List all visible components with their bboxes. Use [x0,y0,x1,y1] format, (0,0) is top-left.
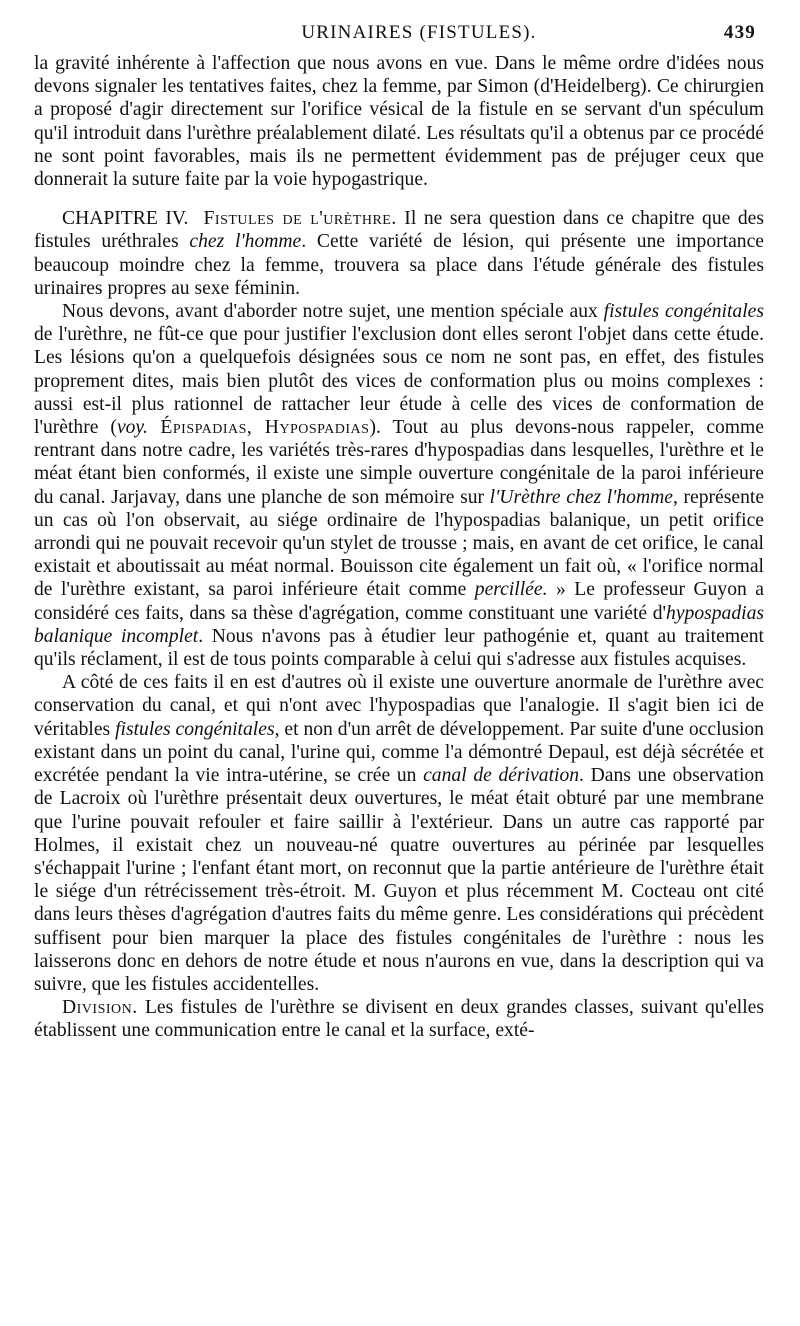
italic-run: fistules congénitales [603,301,764,323]
text-run: Il ne sera question dans ce chapitre que des fistules uréthrales [34,208,764,253]
italic-run: l'Urèthre chez l'homme [489,486,673,508]
text-run: » Le professeur Guyon a considéré ces faits, dans sa thèse d'agrégation, comme constituant une variété d' [34,579,764,624]
document-page [34,22,764,1043]
page-header [34,22,764,52]
text-run: , et non d'un arrêt de développement. Par suite d'une occlusion existant dans un point du canal, l'urine qui, comme l'a démontré Depaul, est déjà sécrétée et excrétée pendant la vie intra-utérine, se crée un [34,718,764,787]
italic-run: voy. [116,417,148,439]
italic-run: chez l'homme [189,231,302,253]
text-run: ). Tout au plus devons-nous rappeler, comme rentrant dans notre cadre, les variétés très-rares d'hypospadias dans lesquelles, l'urèthre et le méat étant bien conformés, il existe une simple ouverture congénitale de la paroi inférieure du canal. Jarjavay, dans une planche de son mémoire sur [34,417,764,508]
text-run: Nous devons, avant d'aborder notre sujet, une mention spéciale aux [62,301,604,323]
paragraph-chapter-intro [34,207,764,300]
text-run: . Nous n'avons pas à étudier leur pathogénie et, quant au traitement qu'ils réclament, il est de tous points comparable à celui qui s'adresse aux fistules acquises. [34,625,765,671]
text-run: . Cette variété de lésion, qui présente une importance beaucoup moindre chez la femme, trouvera sa place dans l'étude générale des fistules urinaires propres au sexe féminin. [34,231,764,299]
page-number: 439 [723,22,756,43]
italic-run: percillée. [474,579,548,601]
cross-reference: Épispadias, Hypospadias [147,417,370,439]
italic-run: canal de dérivation [423,765,580,787]
chapter-title: CHAPITRE IV. [62,208,189,230]
running-head: URINAIRES (FISTULES). [301,22,537,43]
text-run: de l'urèthre, ne fût-ce que pour justifier l'exclusion dont elles seront l'objet dans cette étude. Les lésions qu'on a quelquefois désignées sous ce nom ne sont pas, en effet, des fistules proprement dites, mais bien plutôt des vices de conformation plus ou moins complexes : aussi est-il plus rationnel de rattacher leur étude à celle des vices de conformation de l'urèthre ( [34,324,764,439]
paragraph-true-fistulas [34,671,764,996]
text-run: A côté de ces faits il en est d'autres où il existe une ouverture anormale de l'urèthre avec conservation du canal, et qui n'ont avec l'hypospadias que l'analogie. Il s'agit bien ici de véritables [34,672,764,740]
paragraph-division [34,996,764,1042]
text-run: la gravité inhérente à l'affection que nous avons en vue. Dans le même ordre d'idées nous devons signaler les tentatives faites, chez la femme, par Simon (d'Heidelberg). Ce chirurgien a proposé d'agir directement sur l'orifice vésical de la fistule en se servant d'un spéculum qu'il introduit dans l'urèthre préalablement dilaté. Les résultats qu'il a obtenus par ce procédé ne sont point favorables, mais ils ne permettent évidemment pas de préjuger ceux que donnerait la suture faite par la voie hypogastrique. [34,53,764,191]
italic-run: hypospadias balanique incomplet [34,602,764,647]
chapter-heading: Fistules de l'urèthre. [203,208,397,230]
text-run: . Dans une observation de Lacroix où l'urèthre présentait deux ouvertures, le méat était obturé par une membrane que l'urine pouvait refouler et faire saillir à l'extérieur. Dans un autre cas rapporté par Holmes, il existait chez un nouveau-né quatre ouvertures au périnée par lesquelles s'échappait l'urine ; l'enfant étant mort, on reconnut que la partie antérieure de l'urèthre était le siége d'un rétrécissement très-étroit. M. Guyon et plus récemment M. Cocteau ont cité dans leurs thèses d'agrégation d'autres faits du même genre. Les considérations qui précèdent suffisent pour bien marquer la place des fistules congénitales de l'urèthre : nous les laisserons donc en dehors de notre étude et nous n'aurons en vue, dans la description qui va suivre, que les fistules accidentelles. [34,765,764,995]
section-label: Division. [62,997,138,1019]
text-run: Les fistules de l'urèthre se divisent en deux grandes classes, suivant qu'elles établissent une communication entre le canal et la surface, exté- [34,997,764,1042]
body-text [34,52,764,1043]
paragraph-congenital [34,300,764,671]
italic-run: fistules congénitales [115,718,275,740]
paragraph-continuation [34,52,764,191]
text-run: , représente un cas où l'on observait, au siége ordinaire de l'hypospadias balanique, un petit orifice arrondi qui ne pouvait recevoir qu'un stylet de trousse ; mais, en avant de cet orifice, le canal existait et aboutissait au méat normal. Bouisson cite également un fait où, « l'orifice normal de l'urèthre existant, sa paroi inférieure était comme [34,486,765,601]
